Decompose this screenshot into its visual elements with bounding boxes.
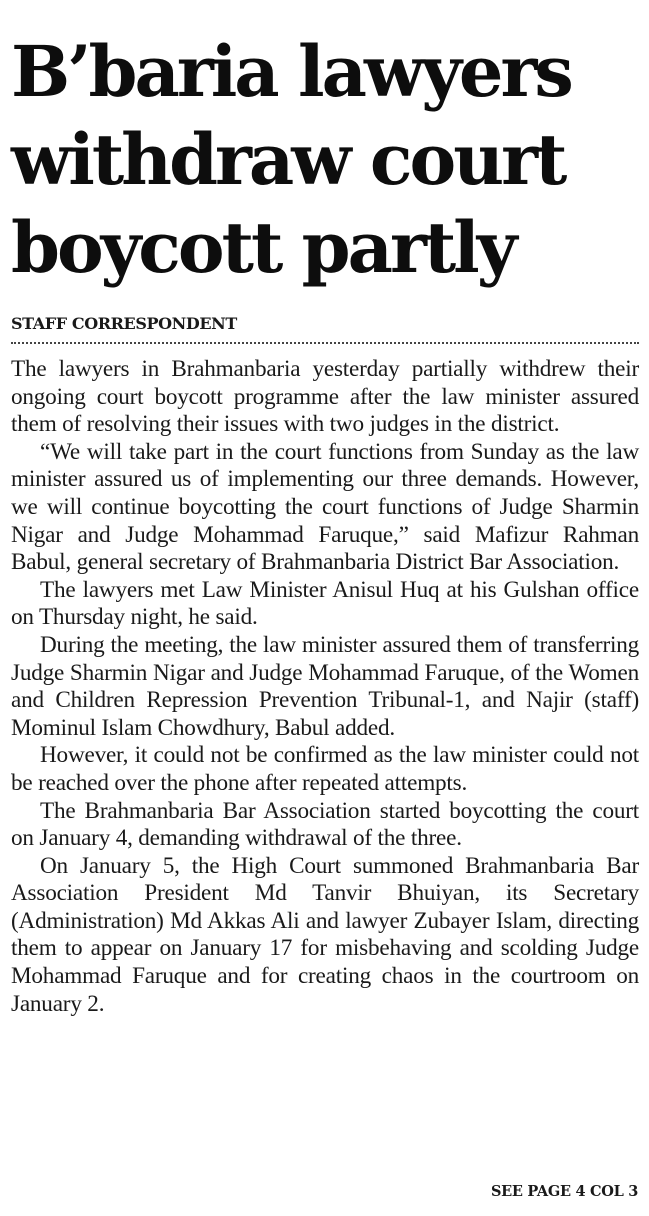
article-body bbox=[11, 356, 639, 1018]
headline-line: withdraw court bbox=[11, 118, 565, 201]
paragraph: However, it could not be confirmed as the law minister could not be reached over the phone after repeated attempts. bbox=[11, 742, 639, 796]
paragraph: During the meeting, the law minister assured them of transferring Judge Sharmin Nigar and Judge Mohammad Faruque, of the Women and Children Repression Prevention Tribunal-1, and Najir (staff) Mominul Islam Chowdhury, Babul added. bbox=[11, 631, 639, 741]
paragraph: The lawyers met Law Minister Anisul Huq at his Gulshan office on Thursday night, he said. bbox=[11, 576, 639, 631]
paragraph: “We will take part in the court functions from Sunday as the law minister assured us of implementing our three demands. However, we will continue boycotting the court functions of Judge Sharmin Nigar and Judge Mohammad Faruque,” said Mafizur Rahman Babul, general secretary of Brahmanbaria District Bar Association. bbox=[11, 438, 639, 576]
dotted-divider bbox=[11, 342, 639, 344]
continuation-jump-line: SEE PAGE 4 COL 3 bbox=[490, 1183, 638, 1200]
headline bbox=[11, 28, 639, 292]
headline-line: B’baria lawyers bbox=[11, 30, 571, 113]
paragraph: On January 5, the High Court summoned Brahmanbaria Bar Association President Md Tanvir Bhuiyan, its Secretary (Administration) Md Akkas Ali and lawyer Zubayer Islam, directing them to appear on January 17 for misbehaving and scolding Judge Mohammad Faruque and for creating chaos in the courtroom on January 2. bbox=[11, 852, 639, 1017]
article bbox=[11, 28, 639, 1018]
byline: STAFF CORRESPONDENT bbox=[11, 314, 237, 333]
headline-line: boycott partly bbox=[11, 206, 515, 289]
paragraph: The Brahmanbaria Bar Association started boycotting the court on January 4, demanding withdrawal of the three. bbox=[11, 797, 639, 852]
paragraph: The lawyers in Brahmanbaria yesterday partially withdrew their ongoing court boycott programme after the law minister assured them of resolving their issues with two judges in the district. bbox=[11, 356, 639, 438]
